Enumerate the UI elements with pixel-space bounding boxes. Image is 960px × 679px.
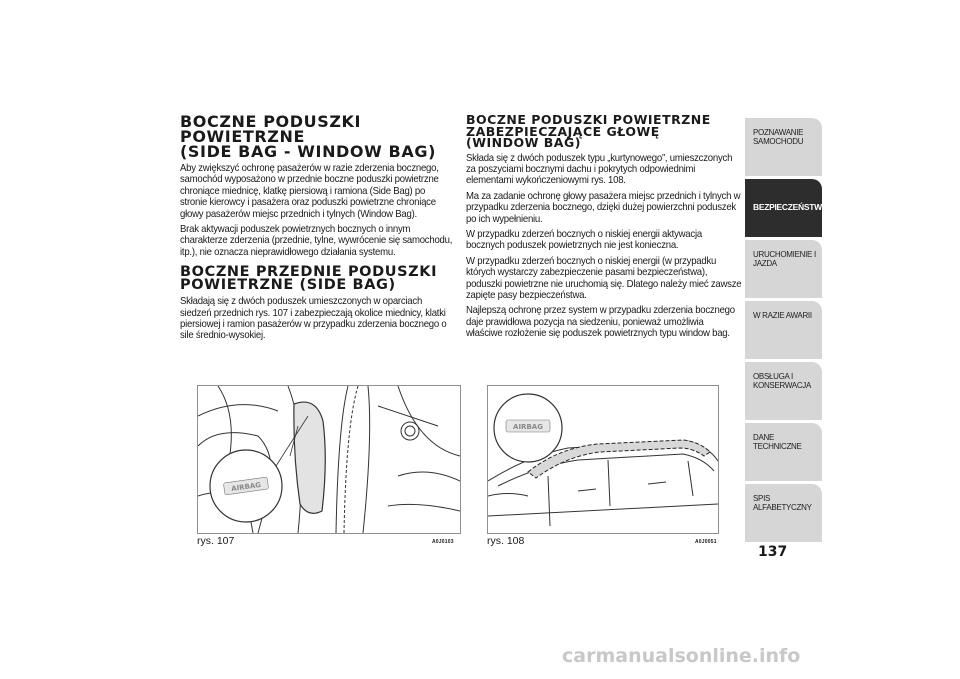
tab-dane-techniczne[interactable]: DANE TECHNICZNE [745,423,822,481]
figure-107-seat-airbag [197,385,461,534]
airbag-badge-108: AIRBAG [513,423,543,431]
intro-paragraph: Aby zwiększyć ochronę pasażerów w razie zderzenia bocznego, samochód wyposażono w przednie boczne poduszki powietrzne chroniące miednicę, klatkę piersiową i ramiona (Side Bag) po stronie kierowcy i pasażera oraz poduszki powietrzne chroniące głowy pasażerów miejsc przednich i tylnych (Window Bag). [180,163,439,220]
window-bag-paragraph-4: W przypadku zderzeń bocznych o niskiej energii (w przypadku których wystarczy zabezpieczenie pasami bezpieczeństwa), poduszki powietrzne nie uruchomią się. Dlatego należy mieć zawsze zapięte pasy bezpieczeństwa. [466,255,742,301]
tab-poznawanie-samochodu[interactable]: POZNAWANIE SAMOCHODU [745,118,822,176]
tab-uruchomienie-i-jazda[interactable]: URUCHOMIENIE I JAZDA [745,240,822,298]
section-tabs [745,118,829,545]
seat-airbag-illustration [198,386,460,533]
tab-bezpieczenstwo[interactable]: BEZPIECZEŃSTWO [745,179,822,237]
code-107: A0J0103 [432,539,454,545]
front-side-bag-paragraph: Składają się z dwóch poduszek umieszczonych w oparciach siedzeń przednich rys. 107 i zabezpieczają okolice miednicy, klatki piersiowej i ramion pasażerów w przypadku zderzenia bocznego o sile średnio-wysokiej. [180,296,447,342]
watermark: carmanualsonline.info [562,645,801,667]
window-bag-paragraph-3: W przypadku zderzeń bocznych o niskiej energii aktywacja bocznych poduszek powietrznych nie jest konieczna. [466,228,702,252]
window-bag-paragraph-1: Składa się z dwóch poduszek typu „kurtynowego”, umieszczonych za poszyciami bocznymi dachu i pokrytych odpowiednimi elementami wykończeniowymi rys. 108. [466,152,733,187]
no-activation-paragraph: Brak aktywacji poduszek powietrznych bocznych o innym charakterze zderzenia (przednie, tylne, wywrócenie się samochodu, itp.), nie oznacza nieprawidłowego działania systemu. [180,224,453,258]
right-column [466,112,742,344]
code-108: A0J0051 [695,539,717,545]
caption-108: rys. 108 [487,535,525,547]
figure-108-window-airbag [487,385,719,534]
caption-107: rys. 107 [197,535,235,547]
tab-obsluga-i-konserwacja[interactable]: OBSŁUGA I KONSERWACJA [745,362,822,420]
window-bag-paragraph-2: Ma za zadanie ochronę głowy pasażera miejsc przednich i tylnych w przypadku zderzenia bocznego, dzięki dużej powierzchni poduszek po ich wypełnieniu. [466,190,741,225]
heading-side-window-bag: BOCZNE PODUSZKI POWIETRZNE (SIDE BAG - WINDOW BAG) [180,112,436,161]
heading-window-bag: BOCZNE PODUSZKI POWIETRZNE ZABEZPIECZAJĄCE GŁOWĘ (WINDOW BAG) [466,112,711,150]
window-airbag-illustration [488,386,718,533]
left-column [180,114,452,346]
tab-w-razie-awarii[interactable]: W RAZIE AWARII [745,301,822,359]
airbag-badge-107: AIRBAG [230,480,262,494]
heading-front-side-bag: BOCZNE PRZEDNIE PODUSZKI POWIETRZNE (SIDE BAG) [180,264,438,294]
window-bag-paragraph-5: Najlepszą ochronę przez system w przypadku zderzenia bocznego daje prawidłowa pozycja na siedzeniu, ponieważ umożliwia właściwe rozłożenie się poduszek powietrznych typu window bag. [466,305,735,340]
tab-spis-alfabetyczny[interactable]: SPIS ALFABETYCZNY [745,484,822,542]
page-number: 137 [758,544,788,560]
